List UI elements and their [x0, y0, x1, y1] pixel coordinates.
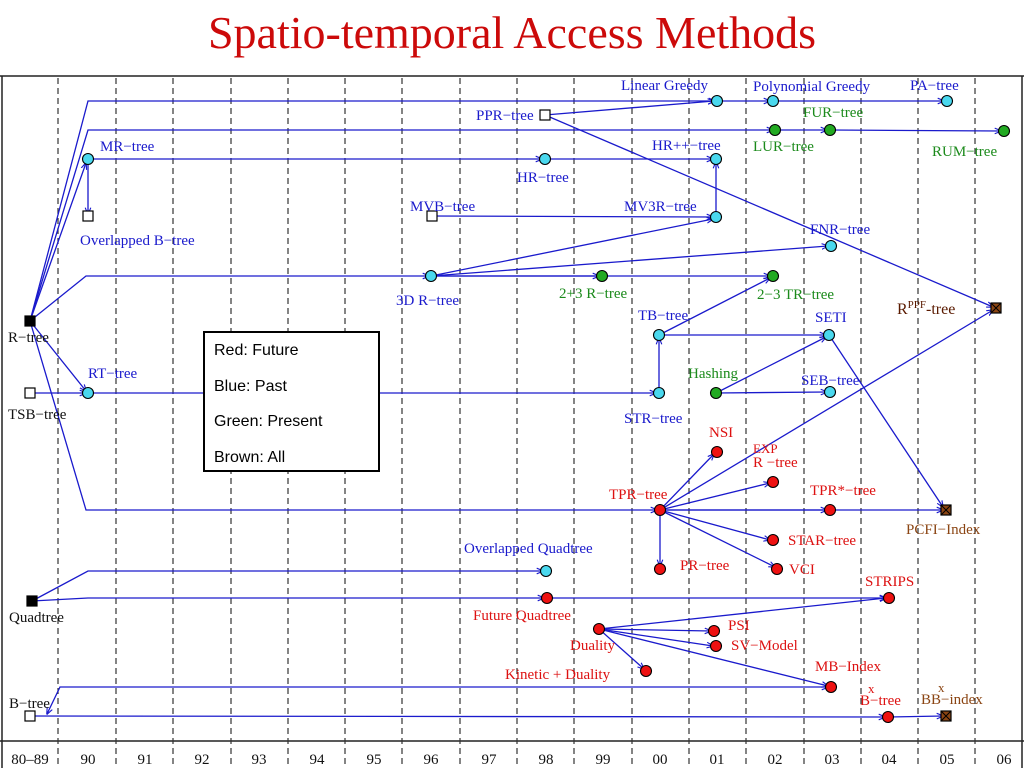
origin-node-tsb — [25, 388, 35, 398]
node-lg — [712, 96, 723, 107]
timeline-diagram — [0, 70, 1024, 768]
label-svm: SV−Model — [731, 638, 798, 654]
edge-mvb-mv3r — [432, 216, 713, 217]
year-tick-label: 97 — [481, 752, 497, 768]
page-title: Spatio-temporal Access Methods — [207, 7, 817, 58]
edge-btree-bxtree — [30, 716, 885, 717]
label-psi: PSI — [728, 618, 750, 634]
label-pcfi: PCFI−Index — [906, 522, 981, 538]
node-mbi — [826, 682, 837, 693]
node-nsi — [712, 447, 723, 458]
node-lur — [770, 125, 781, 136]
node-rexp — [768, 477, 779, 488]
node-ovb — [83, 211, 93, 221]
label-bbx: BB−index — [921, 692, 983, 708]
year-tick-label: 05 — [939, 752, 955, 768]
label-mvb: MVB−tree — [410, 199, 476, 215]
node-vci — [772, 564, 783, 575]
label-pg: Polynomial Greedy — [753, 79, 871, 95]
label-ppr: PPR−tree — [476, 108, 534, 124]
label-rum: RUM−tree — [932, 144, 998, 160]
node-hrpp — [711, 154, 722, 165]
year-tick-label: 95 — [366, 752, 382, 768]
label-t23: 2+3 R−tree — [559, 286, 628, 302]
label-pr: PR−tree — [680, 558, 730, 574]
label-hr: HR−tree — [517, 170, 569, 186]
label-btree: B−tree — [9, 696, 50, 712]
label-mbi: MB−Index — [815, 659, 881, 675]
year-tick-label: 96 — [423, 752, 439, 768]
origin-node-quad — [27, 596, 37, 606]
label-tsb: TSB−tree — [8, 407, 67, 423]
node-str — [654, 388, 665, 399]
legend-item-future: Red: Future — [214, 342, 299, 359]
label-sup-x: x — [868, 681, 875, 696]
edge-btree-in — [47, 687, 116, 714]
year-tick-label: 92 — [194, 752, 210, 768]
node-svm — [711, 641, 722, 652]
edge-bx-bbx — [888, 716, 943, 717]
node-tb — [654, 330, 665, 341]
label-hash: Hashing — [688, 366, 738, 382]
label-tprs: TPR*−tree — [810, 483, 876, 499]
label-mr: MR−tree — [100, 139, 155, 155]
node-fur — [825, 125, 836, 136]
label-quad: Quadtree — [9, 610, 64, 626]
label-tb: TB−tree — [638, 308, 689, 324]
label-fnr: FNR−tree — [810, 222, 871, 238]
label-suffix: -tree — [926, 301, 956, 318]
legend-item-all: Brown: All — [214, 448, 286, 466]
node-hash — [711, 388, 722, 399]
node-seti — [824, 330, 835, 341]
edge-quad-ovquad — [32, 571, 543, 601]
label-ovb: Overlapped B−tree — [80, 233, 195, 249]
node-rt — [83, 388, 94, 399]
origin-node-btree — [25, 711, 35, 721]
year-tick-label: 02 — [767, 752, 783, 768]
label-lg: Linear Greedy — [621, 78, 709, 94]
node-t23 — [597, 271, 608, 282]
node-fnr — [826, 241, 837, 252]
node-ovq — [541, 566, 552, 577]
legend-item-present: Green: Present — [214, 413, 323, 430]
year-tick-label: 01 — [709, 752, 725, 768]
node-ppr — [540, 110, 550, 120]
label-rexp — [753, 441, 778, 456]
label-fq: Future Quadtree — [473, 608, 571, 624]
edge-tpr-rexp — [660, 483, 770, 510]
edge-3d-fnr — [431, 246, 828, 276]
label-mv3r: MV3R−tree — [624, 199, 697, 215]
label-rppf: $R^{PPF}$-tree — [897, 299, 956, 318]
year-tick-label: 00 — [652, 752, 668, 768]
edge-rtree-3drtree — [30, 276, 429, 321]
label-star: STAR−tree — [788, 533, 857, 549]
label-kin: Kinetic + Duality — [505, 667, 611, 683]
node-tprs — [825, 505, 836, 516]
legend-box — [203, 331, 380, 472]
year-tick-label: 04 — [881, 752, 897, 768]
year-tick-label: 03 — [824, 752, 840, 768]
label-strips: STRIPS — [865, 574, 915, 590]
node-bx — [883, 712, 894, 723]
label-vci: VCI — [789, 562, 815, 578]
year-tick-label: 80–89 — [11, 752, 49, 768]
node-rum — [999, 126, 1010, 137]
edge-tb-23tr — [659, 278, 770, 335]
label-rt: RT−tree — [88, 366, 138, 382]
label-sup: EXP — [753, 441, 778, 456]
node-dual — [594, 624, 605, 635]
node-pg — [768, 96, 779, 107]
label-dual: Duality — [570, 638, 615, 654]
label-seb: SEB−tree — [801, 373, 860, 389]
year-tick-label: 98 — [538, 752, 554, 768]
node-r3d — [426, 271, 437, 282]
label-str: STR−tree — [624, 411, 683, 427]
label-seti: SETI — [815, 310, 847, 326]
label-sup-x: x — [938, 680, 945, 695]
node-pr — [655, 564, 666, 575]
node-tr23 — [768, 271, 779, 282]
label-rexp-main: R −tree — [753, 455, 798, 471]
label-ovq: Overlapped Quadtree — [464, 541, 593, 557]
year-tick-label: 99 — [595, 752, 611, 768]
label-r3d: 3D R−tree — [396, 293, 460, 309]
node-mr — [83, 154, 94, 165]
node-kin — [641, 666, 652, 677]
edge-seti-pcfi — [829, 335, 943, 507]
legend-item-past: Blue: Past — [214, 377, 287, 395]
edge-3d-mv3r — [431, 219, 713, 276]
node-psi — [709, 626, 720, 637]
node-mv3r — [711, 212, 722, 223]
node-star — [768, 535, 779, 546]
origin-node-rtree — [25, 316, 35, 326]
node-strips — [884, 593, 895, 604]
year-tick-label: 90 — [80, 752, 96, 768]
label-tpr: TPR−tree — [609, 487, 668, 503]
label-bx: B−tree — [860, 693, 901, 709]
year-tick-label: 93 — [251, 752, 267, 768]
edge-hash-seb — [716, 392, 827, 393]
label-sup: PPF — [907, 299, 927, 311]
year-tick-label: 06 — [996, 752, 1012, 768]
edge-rtree-mrtree — [30, 163, 86, 321]
label-hrpp: HR++−tree — [652, 138, 721, 154]
year-tick-label: 91 — [137, 752, 153, 768]
node-fq — [542, 593, 553, 604]
edge-tpr-star — [660, 510, 770, 540]
node-tpr — [655, 505, 666, 516]
label-tr23: 2−3 TR−tree — [757, 287, 835, 303]
label-nsi: NSI — [709, 425, 734, 441]
node-pa — [942, 96, 953, 107]
label-lur: LUR−tree — [753, 139, 814, 155]
edge-dual-psi — [599, 629, 711, 631]
node-hr — [540, 154, 551, 165]
label-pa: PA−tree — [910, 78, 959, 94]
label-rtree: R−tree — [8, 330, 49, 346]
year-tick-label: 94 — [309, 752, 325, 768]
label-fur: FUR−tree — [803, 105, 864, 121]
